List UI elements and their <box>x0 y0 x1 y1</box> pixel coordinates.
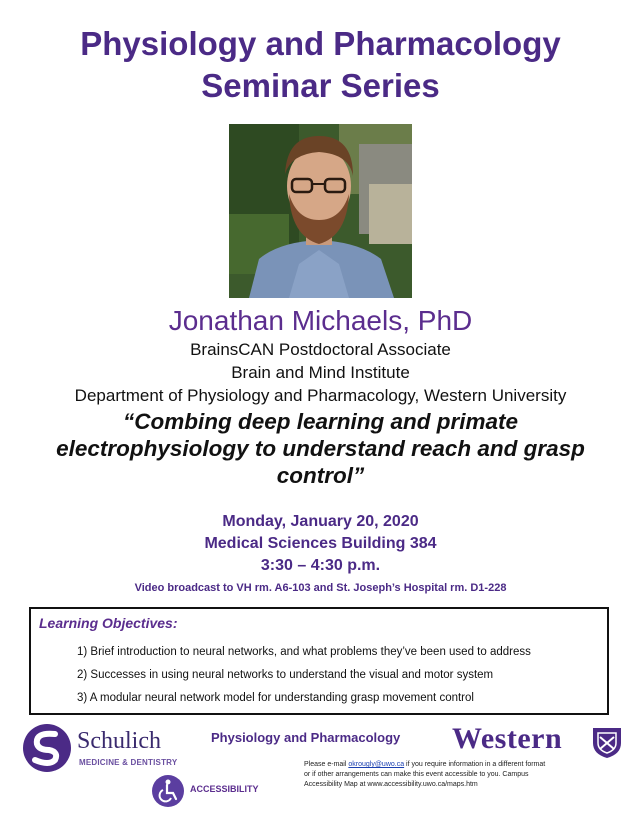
event-time: 3:30 – 4:30 p.m. <box>260 557 381 574</box>
broadcast-note: Video broadcast to VH rm. A6-103 and St. Joseph’s Hospital rm. D1-228 <box>134 582 507 594</box>
event-date: Monday, January 20, 2020 <box>222 513 419 530</box>
western-crest-icon <box>590 725 624 759</box>
schulich-s-icon <box>21 722 73 774</box>
speaker-name: Jonathan Michaels, PhD <box>168 305 473 336</box>
wheelchair-icon <box>151 774 185 808</box>
objective-item: 3) A modular neural network model for understanding grasp movement control <box>77 692 474 704</box>
speaker-department: Department of Physiology and Pharmacology, Western University <box>74 386 567 405</box>
learning-objectives-box <box>29 607 609 715</box>
speaker-institute: Brain and Mind Institute <box>231 363 410 382</box>
learning-objectives-heading: Learning Objectives: <box>39 615 178 631</box>
note-line1: if you require information in a different format <box>404 761 546 768</box>
note-line2: or if other arrangements can make this event accessible to you. Campus <box>304 771 529 778</box>
event-location: Medical Sciences Building 384 <box>204 535 437 552</box>
objective-item: 2) Successes in using neural networks to understand the visual and motor system <box>77 669 494 681</box>
accessibility-label: ACCESSIBILITY <box>190 784 259 794</box>
accessibility-note <box>304 760 604 790</box>
speaker-position: BrainsCAN Postdoctoral Associate <box>190 340 451 359</box>
accessibility-badge <box>151 772 271 812</box>
western-wordmark: Western <box>452 722 563 755</box>
schulich-subtitle: MEDICINE & DENTISTRY <box>79 758 178 767</box>
schulich-logo <box>21 722 191 774</box>
western-logo <box>452 722 632 762</box>
footer-department: Physiology and Pharmacology <box>211 730 401 745</box>
speaker-photo <box>229 124 412 298</box>
series-title-line2: Seminar Series <box>201 67 440 104</box>
contact-email-link[interactable]: okrougly@uwo.ca <box>348 761 405 768</box>
objective-item: 1) Brief introduction to neural networks, and what problems they’ve been used to address <box>77 646 531 658</box>
talk-title: “Combing deep learning and primate electrophysiology to understand reach and grasp control” <box>56 409 585 488</box>
note-prefix: Please e-mail <box>304 761 349 768</box>
schulich-name: Schulich <box>77 728 161 754</box>
note-line3: Accessibility Map at www.accessibility.uwo.ca/maps.htm <box>304 781 478 788</box>
series-title-line1: Physiology and Pharmacology <box>80 25 561 62</box>
